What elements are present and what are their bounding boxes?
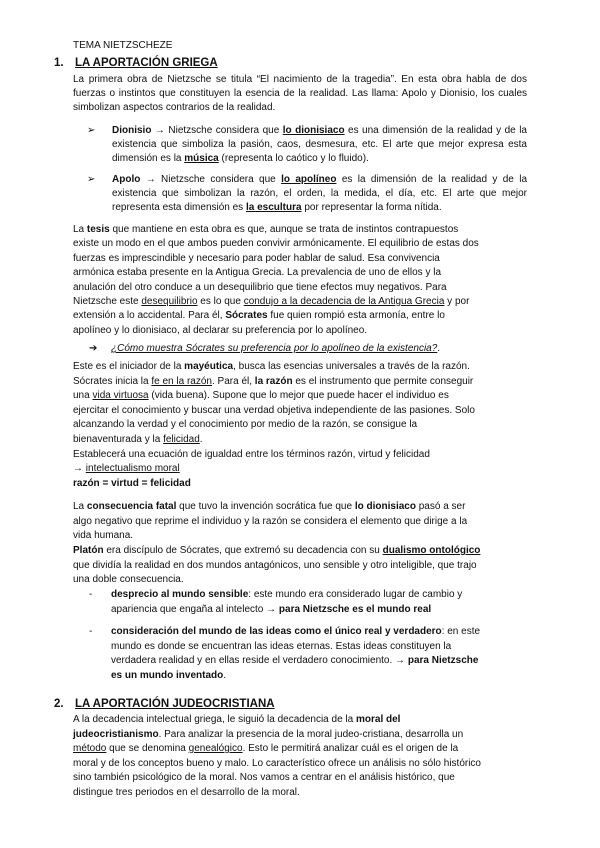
- arrow-bullet-icon: ➢: [87, 125, 96, 136]
- tesis-paragraph: La tesis que mantiene en esta obra es que, aunque se trata de instintos contrapuestos existe un modo en el que ambos pueden convivir armónicamente. El equilibrio de estas dos fuerzas es imprescindible y necesario para poder hablar de salud. Esa convivencia armónica estaba presente en la Antigua Grecia. La prevalencia de uno de ellos y la anulación del otro conduce a un desequilibrio que tiene efectos muy negativos. Para Nietzsche este desequilibrio es lo que condujo a la decadencia de la Antigua Grecia y por extensión a lo accidental. Para él, Sócrates fue quien rompió esta armonía, entre lo apolíneo y lo dionisiaco, al declarar su preferencia por lo apolíneo.: [73, 224, 479, 336]
- section-2-number: 2.: [54, 698, 64, 710]
- consecuencia-paragraph: La consecuencia fatal que tuvo la invención socrática fue que lo dionisiaco pasó a ser algo negativo que reprime el individuo y la razón se considera el elemento que dirige a la vida humana.: [73, 501, 468, 541]
- equation-line: razón = virtud = felicidad: [73, 477, 191, 489]
- apolo-text: Apolo → Nietzsche considera que lo apolíneo es la dimensión de la realidad y de la existencia que simbolizan la razón, el orden, la medida, el día, etc. El arte que mejor representa esta dimensión es la escultura por representar la forma nítida.: [112, 174, 528, 213]
- section-2-heading: [54, 697, 354, 712]
- section-1-title: LA APORTACIÓN GRIEGA: [75, 57, 218, 69]
- intro-paragraph: La primera obra de Nietzsche se titula “El nacimiento de la tragedia”. En esta obra habla de dos fuerzas o instintos que constituyen la esencia de la realidad. Las llama: Apolo y Dionisio, los cuales simbolizan aspectos contrarios de la realidad.: [73, 74, 527, 113]
- arrow-bullet-icon: ➢: [87, 174, 96, 185]
- dionisio-bullet: [87, 124, 527, 166]
- dash-bullet: -: [89, 589, 93, 600]
- desprecio-item: - desprecio al mundo sensible: este mundo era considerado lugar de cambio y apariencia que engaña al intelecto → para Nietzsche es el mundo real: [89, 589, 463, 615]
- intelectualismo-moral: intelectualismo moral: [85, 463, 180, 475]
- platon-paragraph: Platón era discípulo de Sócrates, que extremó su decadencia con su dualismo ontológico que dividía la realidad en dos mundos antagónicos, uno sensible y otro inteligible, que trajo una doble consecuencia.: [73, 545, 481, 585]
- question-text: ¿Cómo muestra Sócrates su preferencia por lo apolíneo de la existencia?: [111, 343, 438, 354]
- arrow-right-icon: ➔: [89, 343, 98, 354]
- section-1-number: 1.: [54, 57, 64, 69]
- question-line: ➔ ¿Cómo muestra Sócrates su preferencia por lo apolíneo de la existencia?.: [89, 343, 441, 354]
- socrates-paragraph: Este es el iniciador de la mayéutica, busca las esencias universales a través de la razón. Sócrates inicia la fe en la razón. Para él, la razón es el instrumento que permite conseguir una vida virtuosa (vida buena). Supone que lo mejor que puede hacer el individuo es ejercitar el conocimiento y buscar una verdad objetiva independiente de las pasiones. Solo alcanzando la verdad y el conocimiento por medio de la razón, se consigue la bienaventurada y la felicidad. Establecerá una ecuación de igualdad entre los términos razón, virtud y felicidad → intelectualismo moral razón = virtud = felicidad: [73, 360, 529, 491]
- apolo-bullet: [87, 173, 527, 215]
- document-title: TEMA NIETZSCHEZE: [73, 40, 173, 51]
- judeocristiana-paragraph: A la decadencia intelectual griega, le siguió la decadencia de la moral del judeocristianismo. Para analizar la presencia de la moral judeo-cristiana, desarrolla un método que se denomina genealógico. Esto le permitirá analizar cuál es el origen de la moral y de los conceptos bueno y malo. Lo característico ofrece un análisis no sólo histórico sino también psicológico de la moral. Nos vamos a centrar en el análisis histórico, que distingue tres periodos en el desarrollo de la moral.: [73, 714, 481, 798]
- dionisio-text: Dionisio → Nietzsche considera que lo dionisiaco es una dimensión de la realidad y de la existencia que simboliza la pasión, caos, desmesura, etc. El arte que mejor expresa esta dimensión es la música (representa lo caótico y lo fluido).: [112, 125, 527, 164]
- ideas-item: - consideración del mundo de las ideas como el único real y verdadero: en este mundo es donde se encuentran las ideas eternas. Estas ideas constituyen la verdadera realidad y en ellas reside el verdadero conocimiento. → para Nietzsche es un mundo inventado.: [89, 626, 481, 681]
- section-1-heading: [54, 56, 314, 71]
- dash-bullet: -: [89, 626, 93, 637]
- section-2-title: LA APORTACIÓN JUDEOCRISTIANA: [75, 698, 275, 710]
